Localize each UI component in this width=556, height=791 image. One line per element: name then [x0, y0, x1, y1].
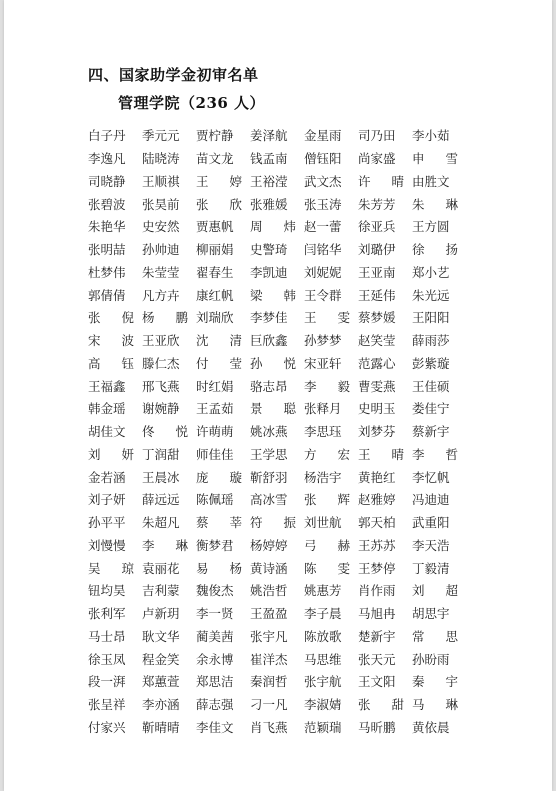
- student-name: 靳晴晴: [142, 719, 180, 735]
- college-title: 管理学院（236 人）: [118, 94, 266, 112]
- student-name: 翟春生: [196, 264, 234, 280]
- student-name: 康红帆: [196, 287, 234, 303]
- student-name: 杨浩宇: [304, 469, 342, 485]
- student-name: 金若涵: [88, 469, 126, 485]
- student-name: 胡佳文: [88, 424, 126, 440]
- student-name: 王 婷: [196, 173, 242, 189]
- student-name: 贾惠帆: [196, 219, 234, 235]
- student-name: 许 晴: [358, 173, 404, 189]
- student-name: 郭天柏: [358, 515, 396, 531]
- student-name: 庞 璇: [196, 469, 242, 485]
- student-name: 司晓静: [88, 173, 126, 189]
- student-name: 张雅媛: [250, 196, 288, 212]
- student-name: 尚家盛: [358, 151, 396, 167]
- student-name: 高冰雪: [250, 492, 288, 508]
- student-name: 黄依晨: [412, 719, 450, 735]
- student-name: 彭紫璇: [412, 355, 450, 371]
- student-name: 张 欣: [196, 196, 242, 212]
- student-name: 耿文华: [142, 628, 180, 644]
- student-name: 李小茹: [412, 128, 450, 144]
- student-name: 张 倪: [88, 310, 134, 326]
- student-name: 张呈祥: [88, 697, 126, 713]
- student-name: 胡思宇: [412, 606, 450, 622]
- student-name: 马 琳: [412, 697, 458, 713]
- student-name: 朱莹莹: [142, 264, 180, 280]
- student-name: 薛雨莎: [412, 333, 450, 349]
- student-name: 徐 扬: [412, 242, 458, 258]
- student-name: 赵一蕾: [304, 219, 342, 235]
- student-name: 王晨冰: [142, 469, 180, 485]
- student-name: 徐玉凤: [88, 651, 126, 667]
- student-name: 吴 琼: [88, 560, 134, 576]
- student-name: 刘梦芬: [358, 424, 396, 440]
- student-name: 史警琦: [250, 242, 288, 258]
- student-name: 僧钰阳: [304, 151, 342, 167]
- student-name: 秦 宇: [412, 674, 458, 690]
- student-name: 郑思洁: [196, 674, 234, 690]
- student-name: 薛志强: [196, 697, 234, 713]
- student-name: 张宇航: [304, 674, 342, 690]
- student-name: 王文阳: [358, 674, 396, 690]
- student-name: 孙平平: [88, 515, 126, 531]
- student-name: 师佳佳: [196, 446, 234, 462]
- student-name: 黄艳红: [358, 469, 396, 485]
- student-name: 曹雯燕: [358, 378, 396, 394]
- student-name: 季元元: [142, 128, 180, 144]
- student-name: 朱 琳: [412, 196, 458, 212]
- student-name: 谢婉静: [142, 401, 180, 417]
- student-name: 邢飞燕: [142, 378, 180, 394]
- student-name: 王梦停: [358, 560, 396, 576]
- student-name: 蔡 莘: [196, 515, 242, 531]
- student-name: 范露心: [358, 355, 396, 371]
- student-name: 袁丽花: [142, 560, 180, 576]
- student-name: 姚冰燕: [250, 424, 288, 440]
- student-name: 马思维: [304, 651, 342, 667]
- student-name: 李凯迪: [250, 264, 288, 280]
- student-name: 朱芳芳: [358, 196, 396, 212]
- student-name: 佟 悦: [142, 424, 188, 440]
- student-name: 王令群: [304, 287, 342, 303]
- student-name: 张昊前: [142, 196, 180, 212]
- student-name: 滕仁杰: [142, 355, 180, 371]
- student-name: 宋亚轩: [304, 355, 342, 371]
- student-name: 刘瑞欣: [196, 310, 234, 326]
- student-name: 秦润哲: [250, 674, 288, 690]
- student-name: 王苏苏: [358, 537, 396, 553]
- student-name: 杜梦伟: [88, 264, 126, 280]
- student-name: 李亦涵: [142, 697, 180, 713]
- student-name: 李忆帆: [412, 469, 450, 485]
- student-name: 丁毅清: [412, 560, 450, 576]
- student-name: 衡梦君: [196, 537, 234, 553]
- student-name: 钱孟南: [250, 151, 288, 167]
- student-name: 张 辉: [304, 492, 350, 508]
- student-name: 李思珏: [304, 424, 342, 440]
- student-name: 王福鑫: [88, 378, 126, 394]
- student-name: 付家兴: [88, 719, 126, 735]
- student-name: 楚新宇: [358, 628, 396, 644]
- student-name: 由胜文: [412, 173, 450, 189]
- student-name: 范颖瑞: [304, 719, 342, 735]
- student-name: 宋 波: [88, 333, 134, 349]
- student-name: 郭倩倩: [88, 287, 126, 303]
- student-name: 时红娟: [196, 378, 234, 394]
- student-name: 李 毅: [304, 378, 350, 394]
- student-name: 杨 鹏: [142, 310, 188, 326]
- student-name: 史安然: [142, 219, 180, 235]
- student-name: 凡方卉: [142, 287, 180, 303]
- student-name: 靳舒羽: [250, 469, 288, 485]
- student-name: 肖作雨: [358, 583, 396, 599]
- student-name: 王裕滢: [250, 173, 288, 189]
- student-name: 张释月: [304, 401, 342, 417]
- student-name: 杨婷婷: [250, 537, 288, 553]
- student-name: 孙盼雨: [412, 651, 450, 667]
- student-name: 李天浩: [412, 537, 450, 553]
- student-name: 王亚欣: [142, 333, 180, 349]
- student-name: 刘慢慢: [88, 537, 126, 553]
- student-name: 贾柠静: [196, 128, 234, 144]
- student-name: 弓 赫: [304, 537, 350, 553]
- student-name: 武重阳: [412, 515, 450, 531]
- student-name: 申 雪: [412, 151, 458, 167]
- student-name: 姚惠芳: [304, 583, 342, 599]
- student-name: 闫铭华: [304, 242, 342, 258]
- student-name: 白子丹: [88, 128, 126, 144]
- student-name: 魏俊杰: [196, 583, 234, 599]
- student-name: 马昕鹏: [358, 719, 396, 735]
- student-name: 孙梦梦: [304, 333, 342, 349]
- student-name: 孙 悦: [250, 355, 296, 371]
- student-name: 刘妮妮: [304, 264, 342, 280]
- student-name: 李淑婧: [304, 697, 342, 713]
- student-name: 司乃田: [358, 128, 396, 144]
- student-name: 李梦佳: [250, 310, 288, 326]
- student-name: 符 振: [250, 515, 296, 531]
- student-name: 程金笑: [142, 651, 180, 667]
- student-name: 梁 韩: [250, 287, 296, 303]
- student-name: 张天元: [358, 651, 396, 667]
- student-name: 许萌萌: [196, 424, 234, 440]
- student-name: 孙帅迪: [142, 242, 180, 258]
- student-name: 卢新玥: [142, 606, 180, 622]
- student-name: 王 雯: [304, 310, 350, 326]
- student-name: 刘璐伊: [358, 242, 396, 258]
- student-name: 刘 妍: [88, 446, 134, 462]
- student-name: 陆晓涛: [142, 151, 180, 167]
- student-name: 赵雅婷: [358, 492, 396, 508]
- student-name: 高 钰: [88, 355, 134, 371]
- student-name: 王学思: [250, 446, 288, 462]
- student-name: 张玉涛: [304, 196, 342, 212]
- student-name: 武文杰: [304, 173, 342, 189]
- student-name: 易 杨: [196, 560, 242, 576]
- student-name: 蔺美茜: [196, 628, 234, 644]
- student-name: 吉利蒙: [142, 583, 180, 599]
- student-name: 钮均昊: [88, 583, 126, 599]
- student-name: 李 哲: [412, 446, 458, 462]
- student-name: 柳丽娟: [196, 242, 234, 258]
- student-name: 王佳硕: [412, 378, 450, 394]
- student-name: 王延伟: [358, 287, 396, 303]
- student-name: 沈 清: [196, 333, 242, 349]
- student-name: 景 聪: [250, 401, 296, 417]
- student-name: 赵笑莹: [358, 333, 396, 349]
- student-name: 蔡新宇: [412, 424, 450, 440]
- student-name: 金星雨: [304, 128, 342, 144]
- student-name: 李逸凡: [88, 151, 126, 167]
- student-name: 张利军: [88, 606, 126, 622]
- student-name: 朱光远: [412, 287, 450, 303]
- student-name: 李一贤: [196, 606, 234, 622]
- student-name: 骆志昂: [250, 378, 288, 394]
- student-name: 张宇凡: [250, 628, 288, 644]
- student-name: 巨欣鑫: [250, 333, 288, 349]
- student-name: 王亚南: [358, 264, 396, 280]
- student-name: 薛远远: [142, 492, 180, 508]
- student-name: 李 琳: [142, 537, 188, 553]
- student-name: 徐亚兵: [358, 219, 396, 235]
- student-name: 王顺祺: [142, 173, 180, 189]
- student-name: 姚浩哲: [250, 583, 288, 599]
- student-name: 陈放歌: [304, 628, 342, 644]
- student-name: 姜泽航: [250, 128, 288, 144]
- student-name: 常 思: [412, 628, 458, 644]
- student-name: 刘世航: [304, 515, 342, 531]
- student-name: 王 晴: [358, 446, 404, 462]
- student-name: 韩金瑶: [88, 401, 126, 417]
- name-list: [88, 124, 468, 738]
- student-name: 张碧波: [88, 196, 126, 212]
- student-name: 王阳阳: [412, 310, 450, 326]
- student-name: 黄诗涵: [250, 560, 288, 576]
- section-title: 四、国家助学金初审名单: [88, 66, 259, 84]
- student-name: 刘 超: [412, 583, 458, 599]
- student-name: 方 宏: [304, 446, 350, 462]
- student-name: 朱超凡: [142, 515, 180, 531]
- student-name: 陈佩瑶: [196, 492, 234, 508]
- student-name: 朱艳华: [88, 219, 126, 235]
- student-name: 丁润甜: [142, 446, 180, 462]
- student-name: 王盈盈: [250, 606, 288, 622]
- student-name: 王方圆: [412, 219, 450, 235]
- student-name: 张明喆: [88, 242, 126, 258]
- student-name: 余永博: [196, 651, 234, 667]
- student-name: 马旭冉: [358, 606, 396, 622]
- student-name: 肖飞燕: [250, 719, 288, 735]
- student-name: 蔡梦媛: [358, 310, 396, 326]
- student-name: 张 甜: [358, 697, 404, 713]
- student-name: 王孟茹: [196, 401, 234, 417]
- student-name: 周 炜: [250, 219, 296, 235]
- student-name: 李子晨: [304, 606, 342, 622]
- student-name: 冯迪迪: [412, 492, 450, 508]
- student-name: 陈 雯: [304, 560, 350, 576]
- student-name: 李佳文: [196, 719, 234, 735]
- student-name: 娄佳宁: [412, 401, 450, 417]
- student-name: 郑蕙萱: [142, 674, 180, 690]
- student-name: 崔洋杰: [250, 651, 288, 667]
- student-name: 史明玉: [358, 401, 396, 417]
- student-name: 刁一凡: [250, 697, 288, 713]
- student-name: 苗文龙: [196, 151, 234, 167]
- student-name: 郑小艺: [412, 264, 450, 280]
- student-name: 段一湃: [88, 674, 126, 690]
- student-name: 刘子妍: [88, 492, 126, 508]
- student-name: 马士昂: [88, 628, 126, 644]
- student-name: 付 莹: [196, 355, 242, 371]
- document-page: [4, 0, 552, 791]
